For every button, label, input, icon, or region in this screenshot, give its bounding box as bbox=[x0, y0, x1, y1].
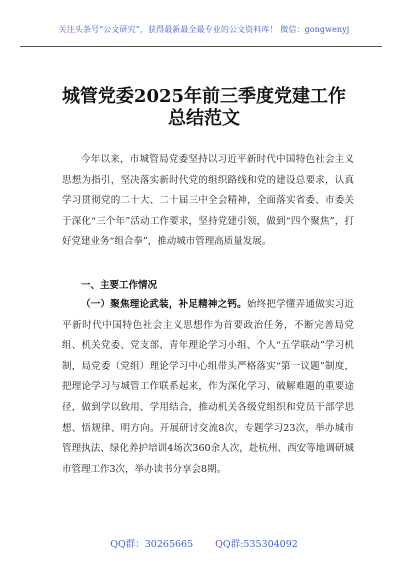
intro-paragraph: 今年以来，市城管局党委坚持以习近平新时代中国特色社会主义思想为指引，坚决落实新时代党的组织路线和党的建设总要求，认真学习贯彻党的二十大、二十届三中全会精神，全面落实省委、市委关于深化“三个年”活动工作要求，坚持党建引领，做到“四个聚焦”，打好党建业务“组合拳”，推动城市管理高质量发展。 bbox=[62, 154, 354, 248]
work-paragraph bbox=[62, 295, 354, 480]
footer-contact bbox=[0, 536, 408, 550]
footer-qq-group-1: QQ群：30265665 bbox=[110, 539, 194, 550]
header-divider bbox=[20, 46, 382, 47]
work-paragraph-text: 始终把学懂弄通做实习近平新时代中国特色社会主义思想作为首要政治任务，不断完善局党组、机关党委、党支部、青年理论学习小组、个人“五学联动”学习机制，局党委（党组）理论学习中心组带头严格落实“第一议题”制度，把理论学习与城管工作联系起来，作为深化学习、破解难题的重要途径，做到学以致用、学用结合，推动机关各级党组织和党员干部学思想、悟规律、明方向。开展研讨交流8次，专题学习23次，举办城市管理执法、绿化养护培训4场次360余人次，赴杭州、西安等地调研城市管理工作3次，举办读书分享会8期。 bbox=[62, 299, 354, 475]
header-banner: 关注头条号“公文研究”，获得最新最全最专业的公文资料库！ 微信：gongwenyj bbox=[58, 25, 350, 34]
section-heading: 一、主要工作情况 bbox=[81, 280, 158, 291]
footer-qq-group-2: QQ群:535304092 bbox=[215, 539, 298, 550]
subsection-heading: （一）聚焦理论武装，补足精神之钙。 bbox=[81, 299, 247, 310]
document-title: 城管党委2025年前三季度党建工作总结范文 bbox=[61, 86, 347, 129]
